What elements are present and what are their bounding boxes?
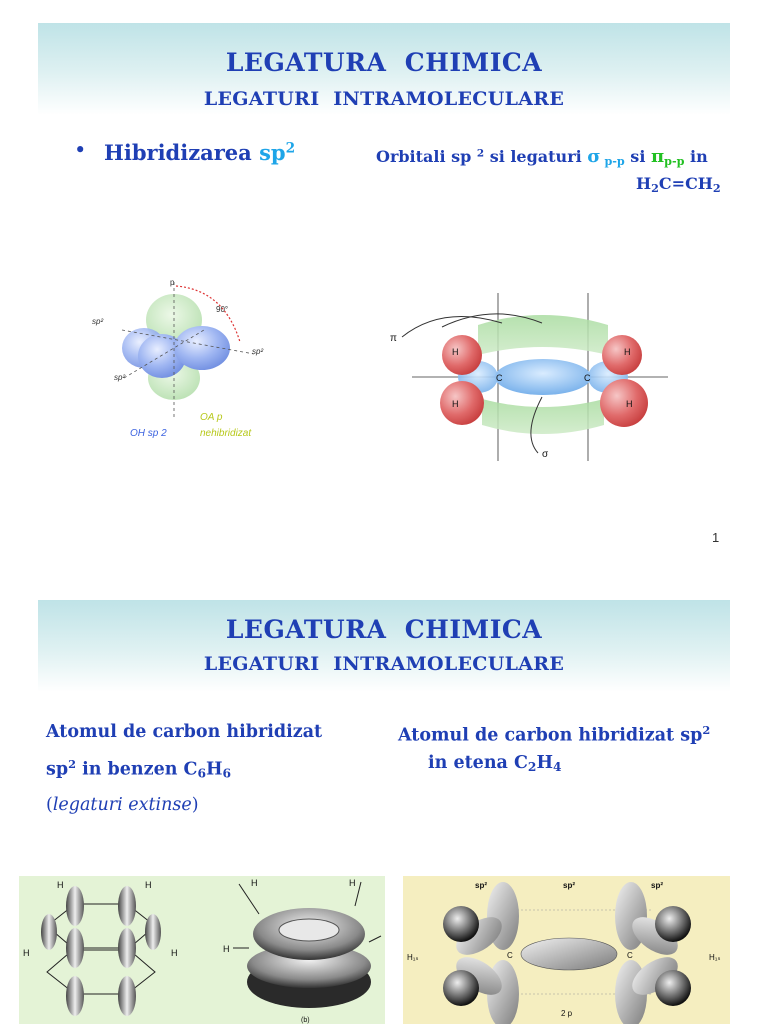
slide-subtitle: LEGATURI INTRAMOLECULARE	[203, 653, 565, 675]
label-2p: 2 p	[561, 1009, 573, 1018]
label-sp2-b: sp²	[252, 347, 264, 356]
slide-title: LEGATURA CHIMICA	[225, 615, 543, 644]
benzene-line-3	[46, 789, 322, 821]
label-h: H	[23, 948, 30, 958]
pi-sub: p-p	[664, 153, 685, 168]
benzene-h: H	[206, 759, 223, 780]
pi-cloud-top	[478, 315, 608, 355]
label-b: (b)	[301, 1017, 310, 1024]
formula-sub-b: 2	[712, 180, 721, 195]
slide-separator	[0, 555, 768, 577]
ethene-orbital-panel	[403, 876, 730, 1024]
p-lobe	[118, 928, 136, 968]
label-h: H	[171, 948, 178, 958]
label-sp2-a: sp²	[92, 317, 104, 326]
ethene-sub-2: 4	[552, 759, 562, 775]
h-orbital	[443, 906, 479, 942]
caption-oa-1: OA p	[200, 412, 223, 423]
label-c1: C	[496, 373, 503, 383]
p-lobe	[145, 914, 161, 950]
label-sp2: sp²	[563, 881, 575, 890]
p-lobe	[66, 976, 84, 1016]
benzene-description	[46, 716, 322, 821]
sigma-overlap	[521, 938, 617, 970]
label-h: H	[349, 878, 356, 888]
ethene-line-2-text: in etena C	[428, 753, 528, 774]
label-angle: 90°	[216, 305, 229, 314]
slide-title: LEGATURA CHIMICA	[225, 48, 543, 77]
formula-h: H	[636, 174, 652, 193]
label-c: C	[627, 951, 633, 960]
slide-subtitle: LEGATURI INTRAMOLECULARE	[203, 88, 565, 110]
h-orbital	[443, 970, 479, 1006]
label-p: p	[170, 278, 175, 287]
sp2-lobe-3	[174, 326, 230, 370]
title-band	[38, 600, 730, 692]
benzene-rest: in benzen C	[76, 759, 198, 780]
bullet-text: Hibridizarea	[104, 140, 260, 165]
label-h1s: H₁ₛ	[407, 953, 419, 962]
label-c: C	[507, 951, 513, 960]
h-orbital	[655, 906, 691, 942]
ethene-description	[398, 716, 710, 781]
benzene-sub-1: 6	[197, 765, 206, 781]
p-lobe	[118, 886, 136, 926]
benzene-sp: sp	[46, 759, 69, 780]
benzene-sp-sup: 2	[68, 757, 76, 771]
h-atom-4	[600, 379, 648, 427]
label-h: H	[251, 878, 258, 888]
label-h: H	[57, 880, 64, 890]
h-atom-3	[602, 335, 642, 375]
label-h1: H	[452, 347, 459, 357]
ethene-line-1	[398, 716, 710, 749]
label-sigma: σ	[542, 449, 549, 460]
label-h2: H	[452, 399, 459, 409]
label-sp2: sp²	[475, 881, 487, 890]
label-pi: π	[390, 333, 397, 344]
label-h1s: H₁ₛ	[709, 953, 721, 962]
ethene-formula	[636, 174, 721, 195]
orbitals-sup: 2	[476, 147, 485, 160]
bullet-hibridizare	[104, 140, 295, 165]
orbitals-prefix: Orbitali sp	[376, 147, 477, 166]
pi-symbol: π	[650, 146, 665, 167]
p-lobe	[66, 928, 84, 968]
benzene-sub-2: 6	[222, 765, 232, 781]
pi-cloud-bottom	[482, 399, 604, 434]
extended-bonds-note: legaturi extinse	[52, 795, 192, 816]
ethene-h: H	[536, 753, 553, 774]
label-c2: C	[584, 373, 591, 383]
h-orbital	[655, 970, 691, 1006]
caption-oh: OH sp 2	[130, 428, 167, 439]
page-number: 1	[712, 530, 720, 545]
bullet-sp-sup: 2	[285, 140, 296, 157]
h-atom-2	[440, 381, 484, 425]
ethene-sub-1: 2	[527, 759, 537, 775]
benzene-orbital-panel	[19, 876, 385, 1024]
sp2-orbital-diagram	[84, 270, 294, 450]
si-word: si	[624, 147, 651, 166]
torus-hole	[279, 919, 339, 941]
sigma-symbol: σ	[587, 146, 601, 167]
ethene-line-1-text: Atomul de carbon hibridizat sp	[398, 725, 703, 746]
p-lobe	[118, 976, 136, 1016]
orbitals-heading	[376, 146, 708, 168]
label-sp2: sp²	[651, 881, 663, 890]
ethene-bond-diagram	[382, 285, 682, 465]
p-lobe	[66, 886, 84, 926]
paren-open: (	[46, 795, 53, 816]
ethene-line-2	[398, 749, 710, 781]
caption-oa-2: nehibridizat	[200, 428, 252, 439]
label-h3: H	[624, 347, 631, 357]
orbitals-mid: si legaturi	[484, 147, 588, 166]
paren-close: )	[191, 795, 199, 816]
label-h4: H	[626, 399, 633, 409]
bullet-marker: •	[74, 138, 87, 162]
formula-mid: C=CH	[658, 174, 713, 193]
formula-sub-a: 2	[651, 180, 659, 195]
label-h: H	[145, 880, 152, 890]
p-lobe	[41, 914, 57, 950]
h-atom-1	[442, 335, 482, 375]
ethene-sp-sup: 2	[702, 723, 711, 737]
label-h: H	[223, 944, 230, 954]
sigma-bond	[495, 359, 591, 395]
benzene-line-2	[46, 748, 322, 789]
benzene-line-1: Atomul de carbon hibridizat	[46, 722, 323, 742]
bullet-sp: sp	[259, 140, 286, 165]
sigma-sub: p-p	[600, 153, 625, 168]
in-word: in	[684, 147, 708, 166]
label-sp2-c: sp²	[114, 373, 126, 382]
